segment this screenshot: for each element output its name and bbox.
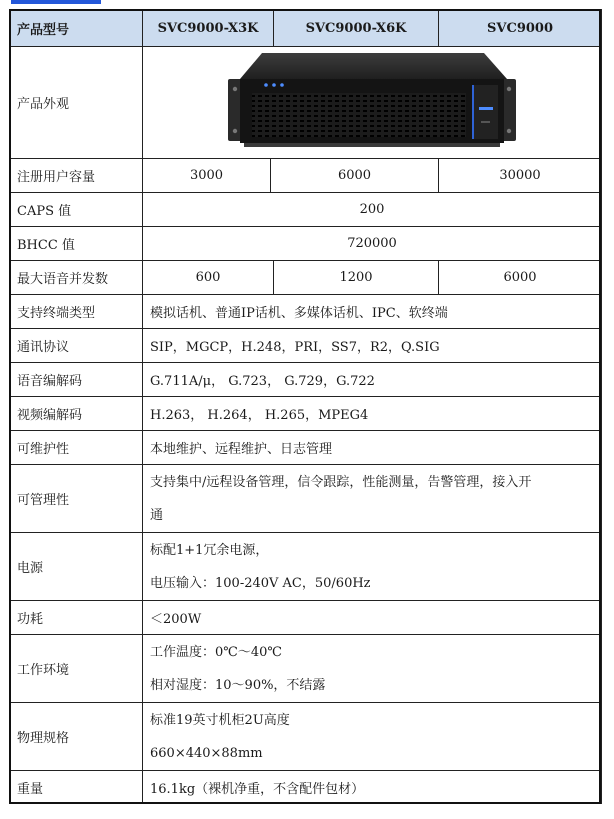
maintain-label: 可维护性: [10, 431, 143, 465]
model-x3k: SVC9000-X3K: [143, 10, 274, 47]
model-base: SVC9000: [439, 10, 602, 47]
weight-label: 重量: [10, 771, 143, 804]
power-label: 电源: [10, 533, 143, 601]
audio-codec-value: G.711A/μ， G.723， G.729，G.722: [143, 363, 602, 397]
protocols-label: 通讯协议: [10, 329, 143, 363]
users-base: 30000: [439, 159, 602, 193]
manage-label: 可管理性: [10, 465, 143, 533]
consumption-label: 功耗: [10, 601, 143, 635]
environment-line-1: 工作温度：0℃～40℃: [150, 644, 282, 660]
dimensions-label: 物理规格: [10, 703, 143, 771]
weight-value: 16.1kg（裸机净重，不含配件包材）: [143, 771, 602, 804]
video-codec-label: 视频编解码: [10, 397, 143, 431]
model-x6k: SVC9000-X6K: [274, 10, 439, 47]
table-outer-border: [9, 9, 601, 804]
header-label: 产品型号: [10, 10, 143, 47]
terminals-label: 支持终端类型: [10, 295, 143, 329]
bhcc-value: 720000: [143, 227, 602, 261]
caps-value: 200: [143, 193, 602, 227]
users-x6k: 6000: [271, 159, 439, 193]
appearance-label: 产品外观: [10, 47, 143, 159]
consumption-value: ＜200W: [143, 601, 602, 635]
terminals-value: 模拟话机、普通IP话机、多媒体话机、IPC、软终端: [143, 295, 602, 329]
protocols-value: SIP，MGCP，H.248，PRI，SS7，R2，Q.SIG: [143, 329, 602, 363]
concurrency-x6k: 1200: [274, 261, 439, 295]
bhcc-label: BHCC 值: [10, 227, 143, 261]
environment-label: 工作环境: [10, 635, 143, 703]
manage-line-1: 支持集中/远程设备管理，信令跟踪，性能测量，告警管理，接入开: [150, 474, 532, 490]
concurrency-x3k: 600: [143, 261, 274, 295]
caps-label: CAPS 值: [10, 193, 143, 227]
manage-line-2: 通: [150, 507, 164, 523]
users-x3k: 3000: [143, 159, 271, 193]
video-codec-value: H.263， H.264， H.265，MPEG4: [143, 397, 602, 431]
environment-line-2: 相对湿度：10～90%，不结露: [150, 677, 326, 693]
maintain-value: 本地维护、远程维护、日志管理: [143, 431, 602, 465]
concurrency-label: 最大语音并发数: [10, 261, 143, 295]
users-label: 注册用户容量: [10, 159, 143, 193]
dimensions-line-2: 660×440×88mm: [150, 745, 263, 761]
power-line-2: 电压输入：100-240V AC，50/60Hz: [150, 575, 371, 591]
power-line-1: 标配1+1冗余电源，: [150, 542, 269, 558]
concurrency-base: 6000: [439, 261, 602, 295]
top-accent-bar: [11, 0, 101, 4]
audio-codec-label: 语音编解码: [10, 363, 143, 397]
dimensions-line-1: 标准19英寸机柜2U高度: [150, 712, 290, 728]
